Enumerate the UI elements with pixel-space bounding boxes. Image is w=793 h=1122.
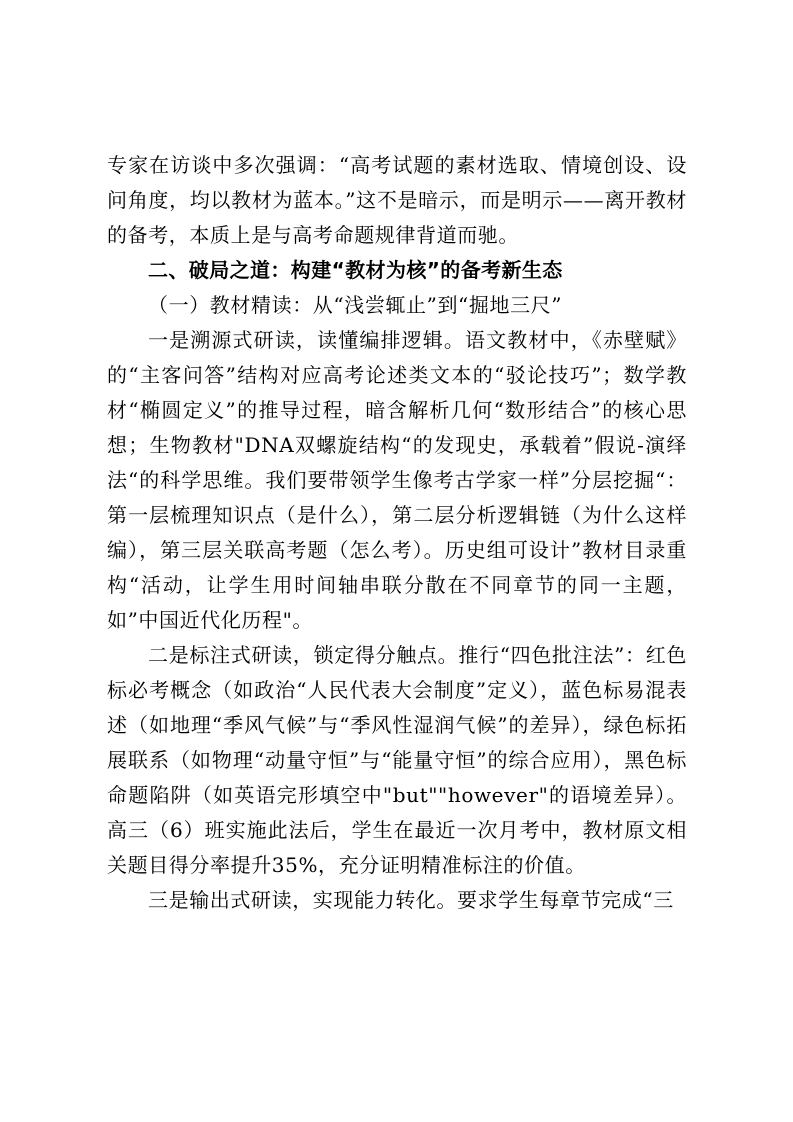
section-heading: 二、破局之道：构建“教材为核”的备考新生态 xyxy=(148,258,563,282)
body-paragraph-continuation: 专家在访谈中多次强调：“高考试题的素材选取、情境创设、设问角度，均以教材为蓝本。”这不是暗示，而是明示——离开教材的备考，本质上是与高考命题规律背道而驰。 xyxy=(107,153,687,247)
body-paragraph-tracing-reading: 一是溯源式研读，读懂编排逻辑。语文教材中，《赤壁赋》的“主客问答”结构对应高考论述类文本的“驳论技巧”；数学教材“椭圆定义”的推导过程，暗含解析几何“数形结合”的核心思想；生物教材"DNA双螺旋结构“的发现史，承载着”假说-演绎法“的科学思维。我们要带领学生像考古学家一样”分层挖掘“：第一层梳理知识点（是什么），第二层分析逻辑链（为什么这样编），第三层关联高考题（怎么考）。历史组可设计”教材目录重构“活动，让学生用时间轴串联分散在不同章节的同一主题，如”中国近代化历程"。 xyxy=(107,328,687,632)
body-paragraph-output-reading: 三是输出式研读，实现能力转化。要求学生每章节完成“三 xyxy=(148,888,674,912)
subsection-heading: （一）教材精读：从“浅尝辄止”到“掘地三尺” xyxy=(148,293,563,317)
document-body xyxy=(107,148,687,918)
body-paragraph-annotation-reading: 二是标注式研读，锁定得分触点。推行“四色批注法”：红色标必考概念（如政治“人民代表大会制度”定义），蓝色标易混表述（如地理“季风气候”与“季风性湿润气候”的差异），绿色标拓展联系（如物理“动量守恒”与“能量守恒”的综合应用），黑色标命题陷阱（如英语完形填空中"but""however"的语境差异）。高三（6）班实施此法后，学生在最近一次月考中，教材原文相关题目得分率提升35%，充分证明精准标注的价值。 xyxy=(107,643,687,877)
